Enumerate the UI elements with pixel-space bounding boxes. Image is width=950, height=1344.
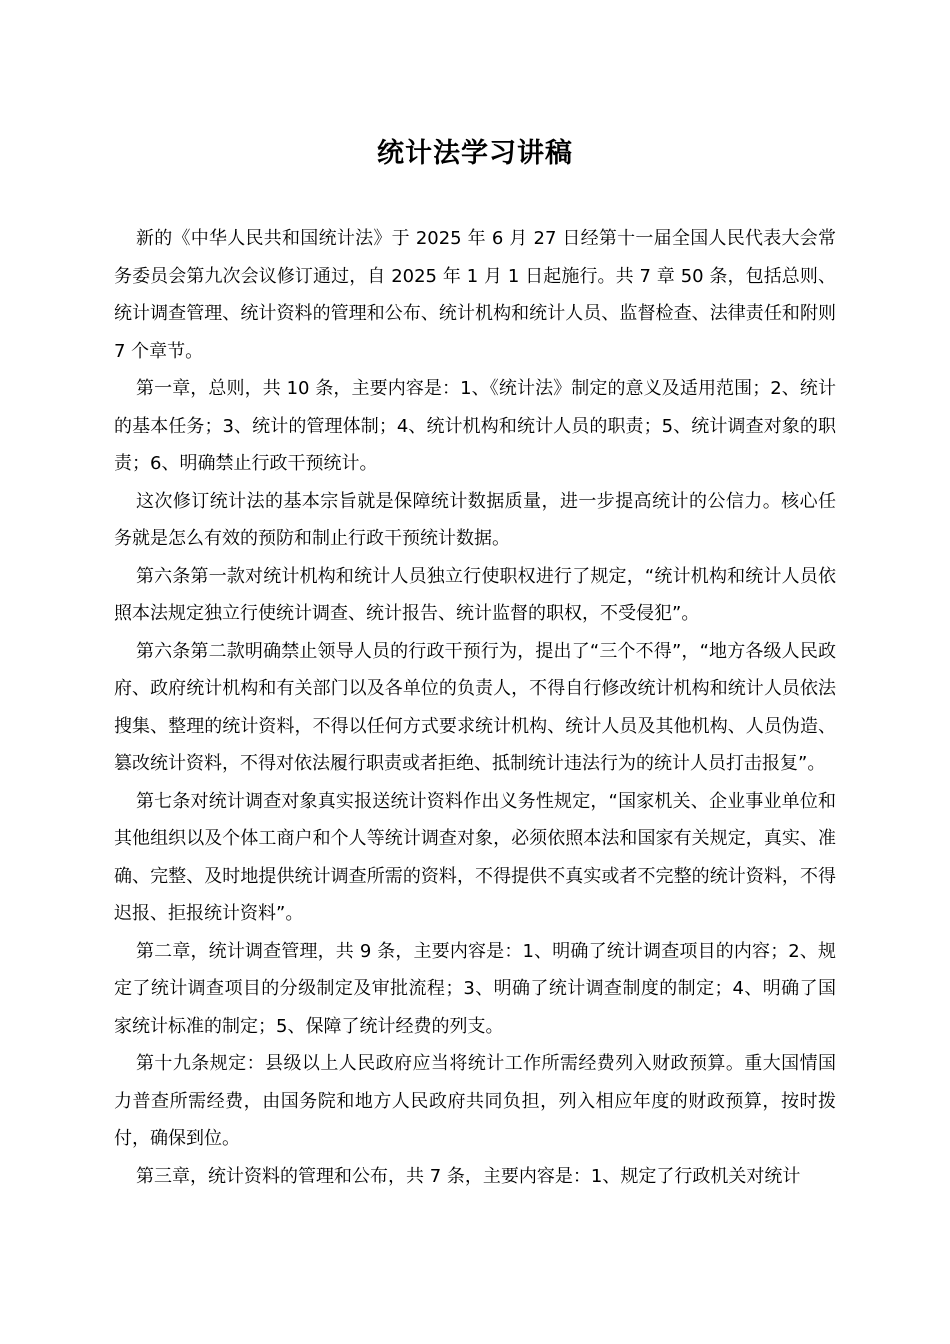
paragraph-article-19: 第十九条规定：县级以上人民政府应当将统计工作所需经费列入财政预算。重大国情国力普查所需经费，由国务院和地方人民政府共同负担，列入相应年度的财政预算，按时拨付，确保到位。 bbox=[114, 1053, 836, 1149]
paragraph-article-7: 第七条对统计调查对象真实报送统计资料作出义务性规定，“国家机关、企业事业单位和其他组织以及个体工商户和个人等统计调查对象，必须依照本法和国家有关规定，真实、准确、完整、及时地提供统计调查所需的资料，不得提供不真实或者不完整的统计资料，不得迟报、拒报统计资料”。 bbox=[114, 790, 836, 924]
document-body bbox=[114, 220, 836, 1195]
paragraph-article-6-2: 第六条第二款明确禁止领导人员的行政干预行为，提出了“三个不得”，“地方各级人民政府、政府统计机构和有关部门以及各单位的负责人，不得自行修改统计机构和统计人员依法搜集、整理的统计资料，不得以任何方式要求统计机构、统计人员及其他机构、人员伪造、篡改统计资料，不得对依法履行职责或者拒绝、抵制统计违法行为的统计人员打击报复”。 bbox=[114, 640, 836, 774]
paragraph-purpose: 这次修订统计法的基本宗旨就是保障统计数据质量，进一步提高统计的公信力。核心任务就是怎么有效的预防和制止行政干预统计数据。 bbox=[114, 490, 836, 549]
paragraph-chapter-3: 第三章，统计资料的管理和公布，共 7 条，主要内容是：1、规定了行政机关对统计 bbox=[136, 1165, 801, 1187]
paragraph-chapter-2: 第二章，统计调查管理，共 9 条，主要内容是：1、明确了统计调查项目的内容；2、规定了统计调查项目的分级制定及审批流程；3、明确了统计调查制度的制定；4、明确了国家统计标准的制定；5、保障了统计经费的列支。 bbox=[114, 940, 836, 1037]
document-title: 统计法学习讲稿 bbox=[377, 138, 573, 169]
paragraph-intro: 新的《中华人民共和国统计法》于 2025 年 6 月 27 日经第十一届全国人民代表大会常务委员会第九次会议修订通过，自 2025 年 1 月 1 日起施行。共 7 章 50 条，包括总则、统计调查管理、统计资料的管理和公布、统计机构和统计人员、监督检查、法律责任和附则 7 个章节。 bbox=[114, 228, 836, 362]
paragraph-chapter-1: 第一章，总则，共 10 条，主要内容是：1、《统计法》制定的意义及适用范围；2、统计的基本任务；3、统计的管理体制；4、统计机构和统计人员的职责；5、统计调查对象的职责；6、明确禁止行政干预统计。 bbox=[114, 378, 836, 474]
paragraph-article-6-1: 第六条第一款对统计机构和统计人员独立行使职权进行了规定，“统计机构和统计人员依照本法规定独立行使统计调查、统计报告、统计监督的职权，不受侵犯”。 bbox=[114, 565, 836, 624]
